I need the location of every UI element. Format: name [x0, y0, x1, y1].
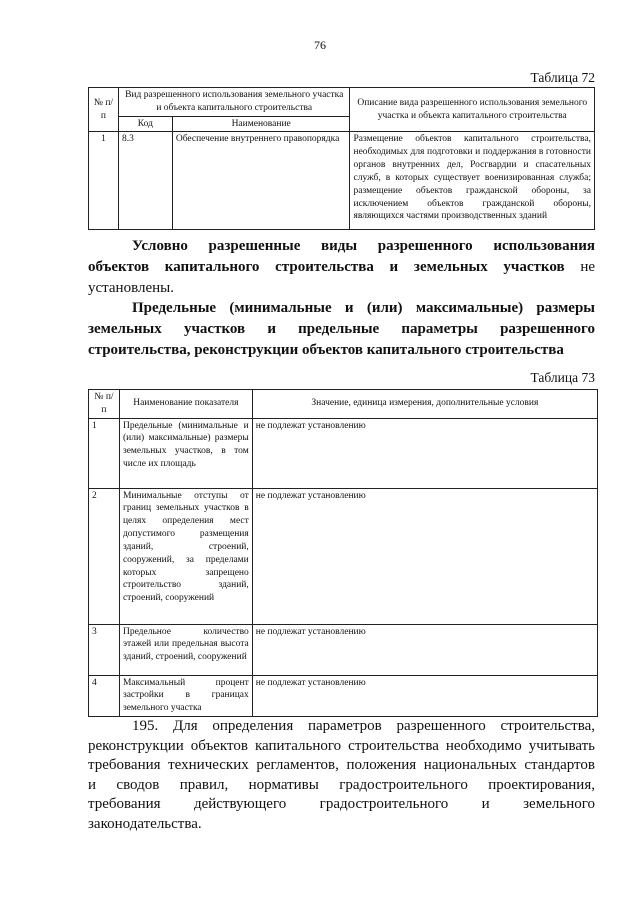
paragraph-195-line-5: требования действующего градостроительного и земельного [88, 796, 595, 812]
paragraph-195-line-1: 195. Для определения параметров разрешенного строительства, [132, 718, 595, 734]
conditional-line-2-tail: не [580, 259, 595, 275]
paragraph-195 [88, 717, 595, 834]
table-72-head-no: № п/п [89, 88, 119, 132]
table-73-row-1-value: не подлежат установлению [252, 418, 597, 488]
paragraph-195-line-4: и сводов правил, нормативы градостроительного проектирования, [88, 776, 595, 793]
table-73-row-3-value: не подлежат установлению [252, 624, 597, 675]
paragraph-195-line-6: законодательства. [88, 815, 202, 832]
table-73-row-4-value: не подлежат установлению [252, 675, 597, 716]
table-72-cell-code: 8.3 [118, 132, 172, 230]
paragraph-195-line-2: реконструкции объектов капитального строительства необходимо учитывать [88, 737, 595, 754]
table-73-row-2-no: 2 [89, 488, 120, 624]
table-73-row-3-no: 3 [89, 624, 120, 675]
table-73-row-2-value: не подлежат установлению [252, 488, 597, 624]
conditional-line-1: Условно разрешенные виды разрешенного использования [132, 238, 595, 254]
limits-heading-line-3: строительства, реконструкции объектов капитального строительства [88, 342, 564, 358]
limits-heading-line-2: земельных участков и предельные параметры разрешенного [88, 321, 595, 337]
table-73 [88, 389, 598, 717]
table-73-row-4-name: Максимальный процент застройки в границах земельного участка [119, 675, 252, 716]
table-72-head-group: Вид разрешенного использования земельного участка и объекта капитального строительства [118, 88, 350, 117]
table-72-head-name: Наименование [172, 116, 350, 132]
table-73-head-no: № п/п [89, 390, 120, 419]
table-row [89, 675, 598, 716]
table-73-head-value: Значение, единица измерения, дополнительные условия [252, 390, 597, 419]
table-72-cell-name: Обеспечение внутреннего правопорядка [172, 132, 350, 230]
conditional-uses-text [88, 236, 595, 299]
table-row [89, 132, 595, 230]
table-72-head-desc: Описание вида разрешенного использования земельного участка и объекта капитального строительства [350, 88, 595, 132]
page-number: 76 [314, 38, 326, 52]
paragraph-195-line-3: требования технических регламентов, положения национальных стандартов [88, 757, 595, 773]
conditional-line-2-bold: объектов капитального строительства и земельных участков [88, 259, 565, 275]
conditional-line-3: установлены. [88, 280, 174, 296]
table-73-row-3-name: Предельное количество этажей или предельная высота зданий, строений, сооружений [119, 624, 252, 675]
table-72 [88, 87, 595, 230]
table-73-caption: Таблица 73 [530, 370, 595, 385]
conditional-line-2 [88, 257, 595, 278]
table-73-row-1-no: 1 [89, 418, 120, 488]
table-row [89, 488, 598, 624]
table-72-caption: Таблица 72 [530, 70, 595, 85]
table-row [89, 624, 598, 675]
table-73-row-4-no: 4 [89, 675, 120, 716]
table-row [89, 418, 598, 488]
table-73-row-1-name: Предельные (минимальные и (или) максимальные) размеры земельных участков, в том числе их площадь [119, 418, 252, 488]
table-72-cell-desc: Размещение объектов капитального строительства, необходимых для подготовки и поддержания в готовности органов внутренних дел, Росгвардии и спасательных служб, в которых существует военизированная служба; размещение объектов гражданской обороны, за исключением объектов гражданской обороны, являющихся частями производственных зданий [350, 132, 595, 230]
table-73-head-name: Наименование показателя [119, 390, 252, 419]
table-73-row-2-name: Минимальные отступы от границ земельных участков в целях определения мест допустимого размещения зданий, строений, сооружений, за пределами которых запрещено строительство зданий, строений, сооружений [119, 488, 252, 624]
limits-heading-line-1: Предельные (минимальные и (или) максимальные) размеры [132, 300, 595, 316]
table-72-head-code: Код [118, 116, 172, 132]
table-72-cell-no: 1 [89, 132, 119, 230]
limits-heading [88, 298, 595, 361]
